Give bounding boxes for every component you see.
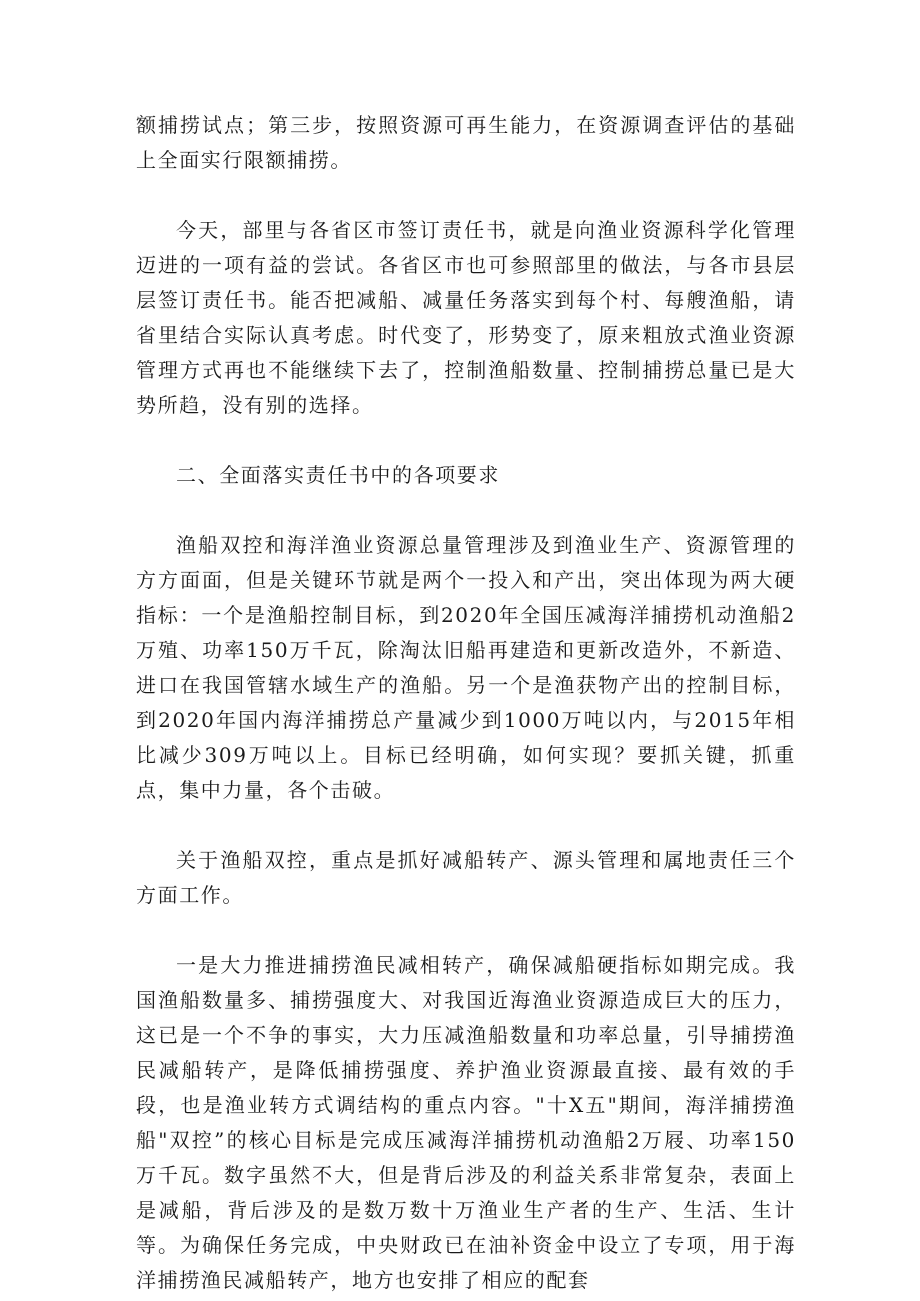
section-heading: 二、全面落实责任书中的各项要求	[176, 463, 500, 487]
paragraph-responsibility-letter: 今天，部里与各省区市签订责任书，就是向渔业资源科学化管理迈进的一项有益的尝试。各省区市也可参照部里的做法，与各市县层层签订责任书。能否把减船、减量任务落实到每个村、每艘渔船，请省里结合实际认真考虑。时代变了，形势变了，原来粗放式渔业资源管理方式再也不能继续下去了，控制渔船数量、控制捕捞总量已是大势所趋，没有别的选择。	[136, 218, 796, 417]
paragraph-vessel-reduction: 一是大力推进捕捞渔民减相转产，确保减船硬指标如期完成。我国渔船数量多、捕捞强度大、对我国近海渔业资源造成巨大的压力，这已是一个不争的事实，大力压减渔船数量和功率总量，引导捕捞渔民减船转产，是降低捕捞强度、养护渔业资源最直接、最有效的手段，也是渔业转方式调结构的重点内容。"十X五"期间，海洋捕捞渔船"双控”的核心目标是完成压减海洋捕捞机动渔船2万屐、功率150万千瓦。数字虽然不大，但是背后涉及的利益关系非常复杂，表面上是减船，背后涉及的是数万数十万渔业生产者的生产、生活、生计等。为确保任务完成，中央财政已在油补资金中设立了专项，用于海洋捕捞渔民减船转产，地方也安排了相应的配套	[136, 953, 796, 1292]
document-page	[136, 108, 796, 1298]
paragraph-gap	[136, 493, 796, 528]
paragraph-continuation: 额捕捞试点；第三步，按照资源可再生能力，在资源调查评估的基础上全面实行限额捕捞。	[136, 113, 796, 172]
paragraph-gap	[136, 178, 796, 213]
paragraph-three-aspects: 关于渔船双控，重点是抓好减船转产、源头管理和属地责任三个方面工作。	[136, 848, 796, 907]
paragraph-gap	[136, 808, 796, 843]
paragraph-gap	[136, 423, 796, 458]
paragraph-dual-control-targets: 渔船双控和海洋渔业资源总量管理涉及到渔业生产、资源管理的方方面面，但是关键环节就是两个一投入和产出，突出体现为两大硬指标：一个是渔船控制目标，到2020年全国压减海洋捕捞机动渔船2万殖、功率150万千瓦，除淘汰旧船再建造和更新改造外，不新造、进口在我国管辖水域生产的渔船。另一个是渔获物产出的控制目标，到2020年国内海洋捕捞总产量减少到1000万吨以内，与2015年相比减少309万吨以上。目标已经明确，如何实现？要抓关键，抓重点，集中力量，各个击破。	[136, 533, 796, 802]
paragraph-gap	[136, 913, 796, 948]
